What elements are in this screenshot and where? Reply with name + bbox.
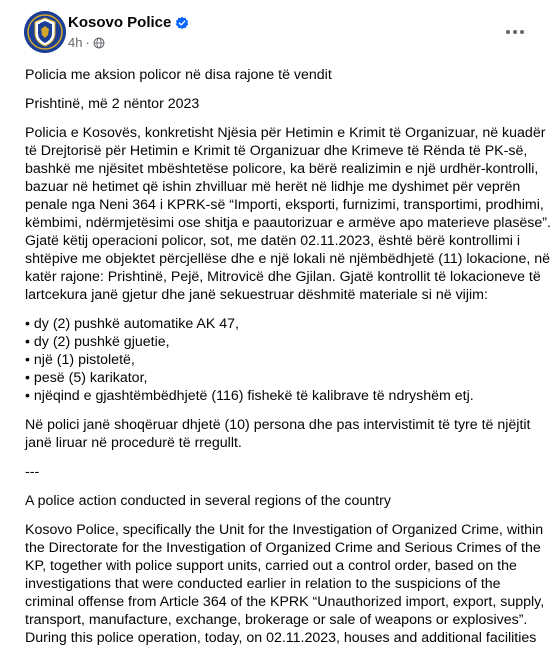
text-line: the Directorate for the Investigation of Organized Crime and Serious Crimes of the: [25, 540, 541, 556]
english-paragraph-1: [25, 521, 545, 647]
language-divider: ---: [25, 464, 40, 480]
seized-items-list: [25, 315, 525, 405]
page-name-row: [68, 14, 189, 32]
albanian-title: Policia me aksion policor në disa rajone të vendit: [25, 67, 332, 83]
english-title: A police action conducted in several regions of the country: [25, 493, 391, 509]
text-line: transport, manufacture, exchange, brokerage or sale of weapons or explosives”.: [25, 612, 528, 628]
text-line: shtëpive me objektet përcjellëse dhe e një lokali në njëmbëdhjetë (11) lokacione, në: [25, 251, 550, 267]
text-line: Kosovo Police, specifically the Unit for the Investigation of Organized Crime, within: [25, 522, 544, 538]
text-line: lartcekura janë gjetur dhe janë sekuestruar dëshmitë materiale si në vijim:: [25, 287, 488, 303]
post-meta: [68, 35, 105, 51]
list-item: • dy (2) pushkë automatike AK 47,: [25, 316, 239, 332]
post-timestamp[interactable]: 4h: [68, 35, 83, 50]
more-options-button[interactable]: [503, 20, 527, 44]
text-line: Gjatë këtij operacioni policor, sot, me datën 02.11.2023, është bërë kontrollimi i: [25, 233, 521, 249]
text-line: investigations that were conducted earlier in relation to the suspicions of the: [25, 576, 501, 592]
text-line: penale nga Neni 364 i KPRK-së “Importi, eksporti, furnizimi, transportimi, prodhimi,: [25, 197, 544, 213]
page-avatar[interactable]: [24, 11, 66, 53]
list-item: • pesë (5) karikator,: [25, 370, 148, 386]
text-line: Policia e Kosovës, konkretisht Njësia për Hetimin e Krimit të Organizuar, në kuadër: [25, 125, 546, 141]
text-line: të Drejtorisë për Hetimin e Krimit të Organizuar dhe Krimeve të Rënda të PK-së,: [25, 143, 528, 159]
list-item: • një (1) pistoletë,: [25, 352, 135, 368]
text-line: KP, together with police support units, carried out a control order, based on the: [25, 558, 517, 574]
text-line: During this police operation, today, on 02.11.2023, houses and additional facilities: [25, 630, 537, 646]
more-options-icon: [505, 29, 525, 35]
text-line: këmbimi, ndërmjetësimi ose shitja e paautorizuar e armëve apo materieve plasëse”.: [25, 215, 551, 231]
list-item: • dy (2) pushkë gjuetie,: [25, 334, 170, 350]
verified-badge-icon: [175, 16, 189, 30]
text-line: bazuar në hetimet që ishin zhvilluar më herët në lidhje me dyshimet për veprën: [25, 179, 521, 195]
text-line: criminal offense from Article 364 of the KPRK “Unauthorized import, export, supply,: [25, 594, 545, 610]
albanian-paragraph-2: [25, 416, 531, 452]
globe-icon[interactable]: [93, 37, 105, 49]
meta-separator: ·: [85, 35, 90, 50]
post-header: [0, 0, 539, 62]
list-item: • njëqind e gjashtëmbëdhjetë (116) fishekë të kalibrave të ndryshëm etj.: [25, 388, 474, 404]
text-line: katër rajone: Prishtinë, Pejë, Mitrovicë dhe Gjilan. Gjatë kontrollit të lokacioneve të: [25, 269, 541, 285]
post-body: [25, 66, 551, 658]
text-line: janë liruar në procedurë të rregullt.: [25, 435, 242, 451]
text-line: bashkë me njësitet mbështetëse policore, ka bërë realizimin e një urdhër-kontrolli,: [25, 161, 539, 177]
albanian-paragraph-1: [25, 124, 551, 304]
text-line: Në polici janë shoqëruar dhjetë (10) persona dhe pas intervistimit të tyre të njëjtit: [25, 417, 531, 433]
page-name-link[interactable]: Kosovo Police: [68, 14, 172, 31]
kosovo-police-emblem-icon: [24, 11, 66, 53]
dateline: Prishtinë, më 2 nëntor 2023: [25, 96, 200, 112]
